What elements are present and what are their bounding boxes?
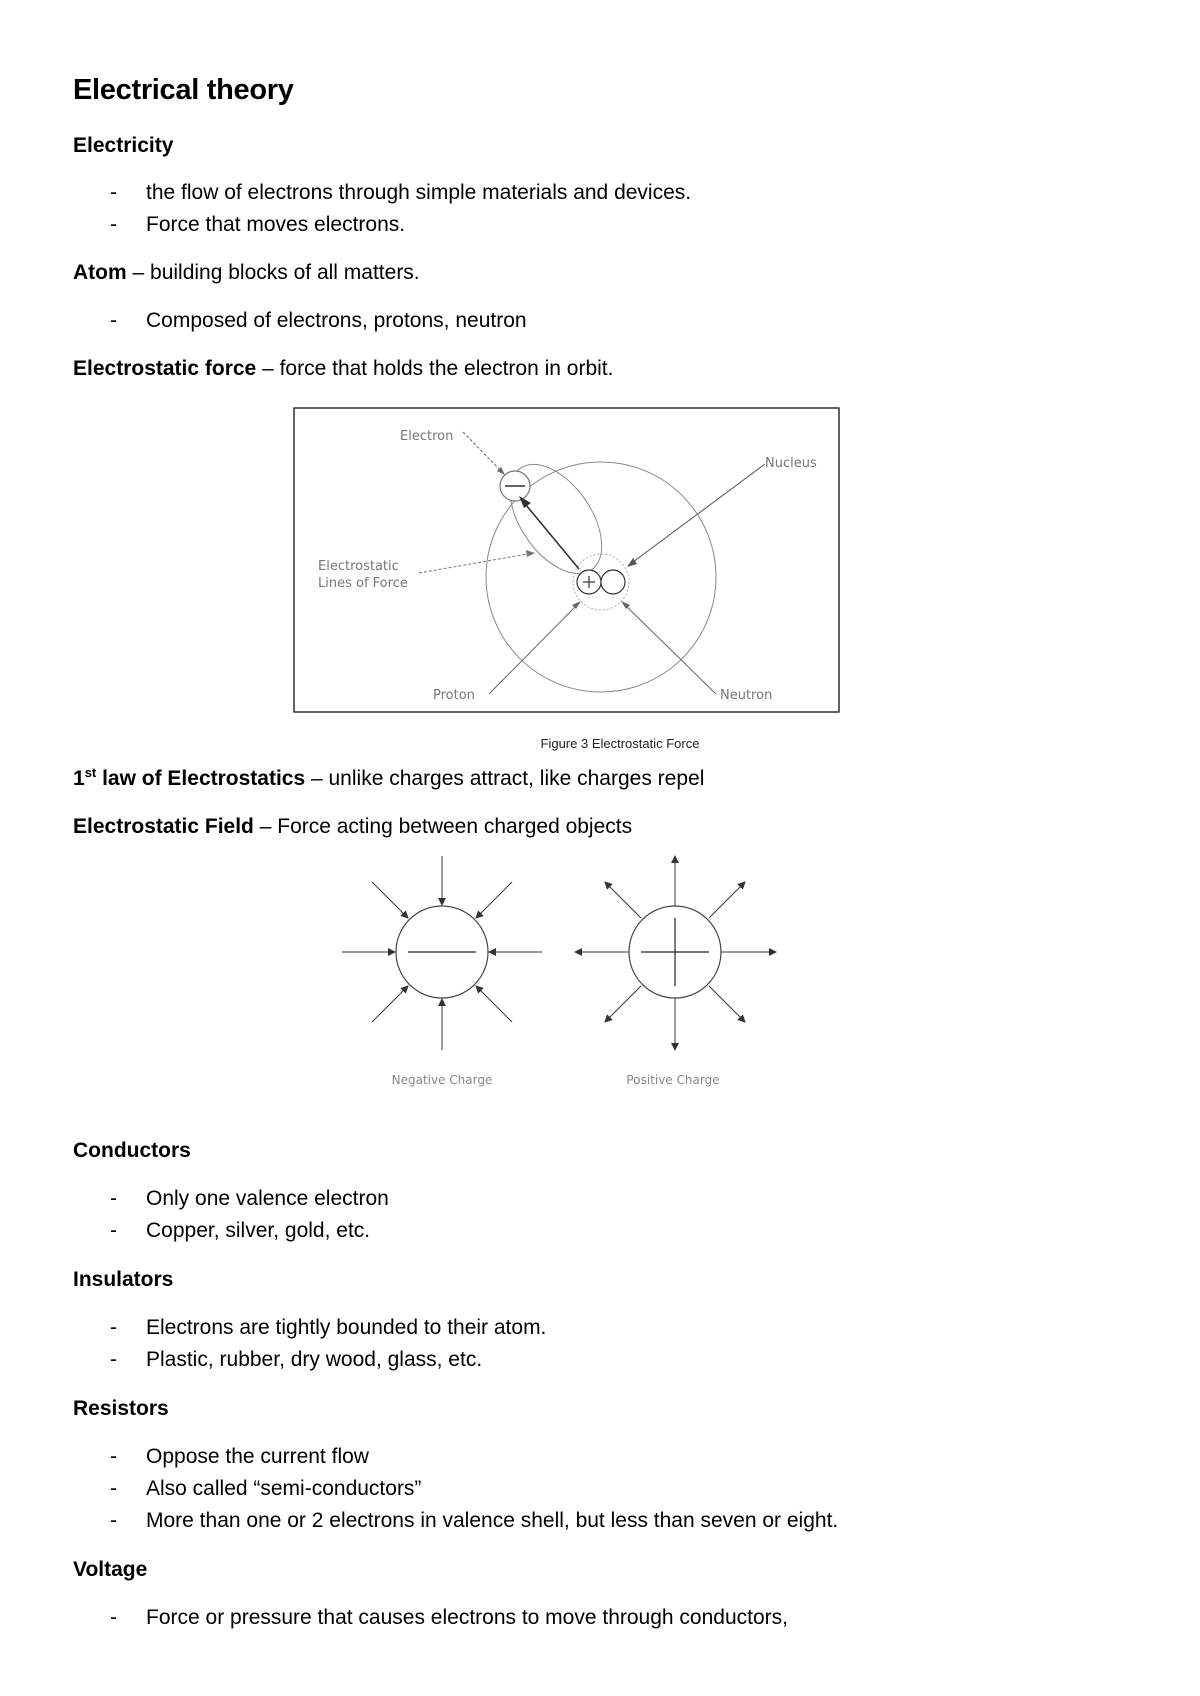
atom-definition-text: – building blocks of all matters. [126,261,420,284]
label-electron: Electron [400,429,454,444]
neutron-circle [601,570,625,594]
atom-term: Atom [73,261,127,284]
list-item-text: More than one or 2 electrons in valence shell, but less than seven or eight. [146,1509,839,1532]
dash: - [110,1445,117,1468]
list-item-text: Copper, silver, gold, etc. [146,1219,371,1242]
first-law-suffix: law of Electrostatics [96,767,306,790]
list-item-text: Composed of electrons, protons, neutron [146,309,527,332]
dash: - [110,213,117,236]
dash: - [110,1509,117,1532]
atom-definition [73,261,420,285]
list-item [110,1316,546,1340]
dash: - [110,1187,117,1210]
list-item [110,213,405,237]
list-item-text: Only one valence electron [146,1187,389,1210]
page-title: Electrical theory [73,74,294,106]
figure-electrostatic-field [330,850,790,1100]
positive-charge-label: Positive Charge [626,1073,720,1087]
list-item [110,1445,369,1469]
electrostatic-force-term: Electrostatic force [73,357,257,380]
dash: - [110,1606,117,1629]
voltage-heading: Voltage [73,1558,148,1581]
label-neutron: Neutron [720,688,773,703]
resistors-heading: Resistors [73,1397,169,1420]
label-nucleus: Nucleus [765,456,817,471]
negative-charge [342,856,542,1087]
list-item-text: Force or pressure that causes electrons to move through conductors, [146,1606,788,1629]
conductors-heading: Conductors [73,1139,191,1162]
dash: - [110,1316,117,1339]
list-item-text: Oppose the current flow [146,1445,369,1468]
label-lines-of-force-1: Electrostatic [318,559,399,574]
electricity-heading: Electricity [73,134,174,157]
list-item [110,1477,421,1501]
list-item-text: the flow of electrons through simple materials and devices. [146,181,692,204]
list-item-text: Electrons are tightly bounded to their atom. [146,1316,547,1339]
figure-caption: Figure 3 Electrostatic Force [540,736,700,751]
list-item [110,181,691,205]
positive-charge [575,856,776,1087]
electrostatic-force-text: – force that holds the electron in orbit. [256,357,614,380]
list-item [110,309,527,333]
electrostatic-field-definition [73,815,632,839]
electrostatic-force-definition [73,357,613,381]
first-law-sup: st [84,765,97,780]
list-item-text: Force that moves electrons. [146,213,406,236]
first-law-term [73,767,305,790]
dash: - [110,1219,117,1242]
list-item [110,1187,389,1211]
first-law-text: – unlike charges attract, like charges repel [305,767,705,790]
insulators-heading: Insulators [73,1268,174,1291]
list-item [110,1509,838,1533]
list-item [110,1348,482,1372]
list-item [110,1606,788,1630]
list-item [110,1219,370,1243]
dash: - [110,309,117,332]
label-proton: Proton [433,688,475,703]
list-item-text: Also called “semi-conductors” [146,1477,422,1500]
list-item-text: Plastic, rubber, dry wood, glass, etc. [146,1348,483,1371]
first-law-prefix: 1 [73,767,85,790]
figure-electrostatic-force [293,407,840,713]
electrostatic-field-term: Electrostatic Field [73,815,254,838]
first-law-definition [73,767,704,791]
dash: - [110,1348,117,1371]
label-lines-of-force-2: Lines of Force [318,576,408,591]
negative-charge-label: Negative Charge [391,1073,493,1087]
dash: - [110,1477,117,1500]
electrostatic-field-text: – Force acting between charged objects [253,815,633,838]
dash: - [110,181,117,204]
